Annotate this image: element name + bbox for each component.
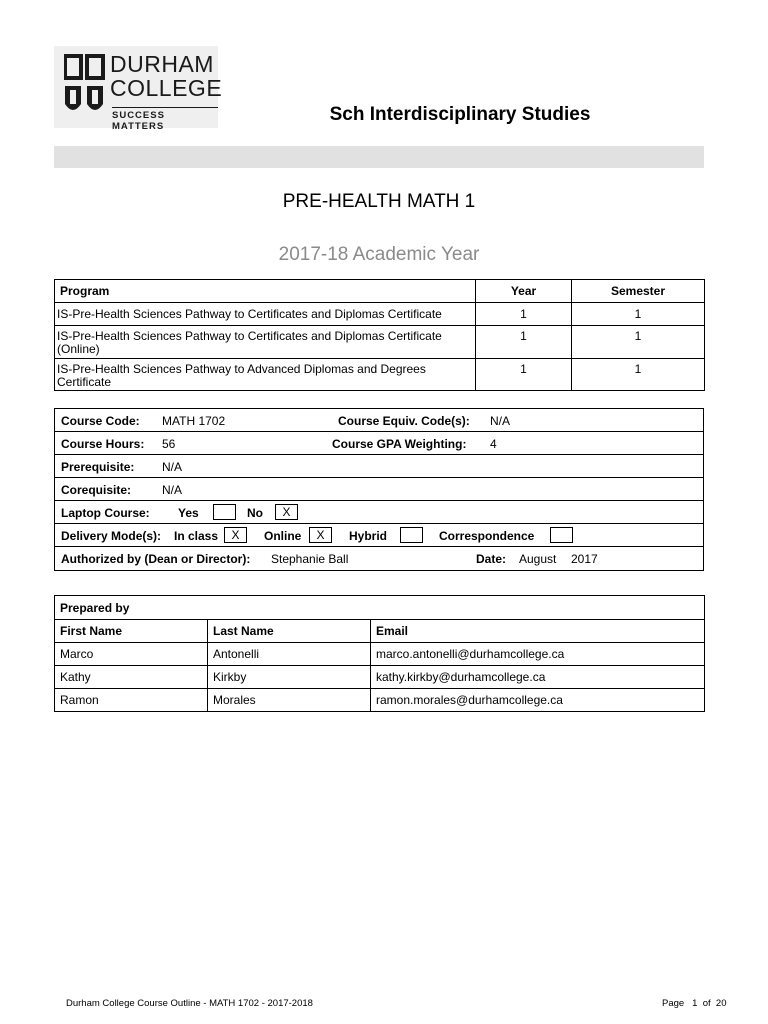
inclass-label: In class [174, 529, 219, 543]
laptop-no-checkbox[interactable]: X [275, 504, 298, 520]
course-code-label: Course Code: [61, 414, 140, 428]
table-row [55, 359, 705, 391]
laptop-course-label: Laptop Course: [61, 506, 150, 520]
first-name-cell: Marco [55, 643, 208, 666]
date-year: 2017 [571, 552, 598, 566]
date-label: Date: [476, 552, 507, 566]
semester-cell: 1 [572, 326, 705, 359]
school-name: Sch Interdisciplinary Studies [329, 104, 591, 125]
correspondence-checkbox[interactable] [550, 527, 573, 543]
durham-college-logo [54, 46, 223, 132]
program-cell: IS-Pre-Health Sciences Pathway to Advanced Diplomas and Degrees Certificate [55, 359, 476, 391]
laptop-yes-label: Yes [178, 506, 199, 520]
page-total: 20 [715, 998, 727, 1009]
footer-page-number [662, 998, 726, 1009]
first-name-cell: Ramon [55, 689, 208, 712]
program-cell: IS-Pre-Health Sciences Pathway to Certificates and Diplomas Certificate (Online) [55, 326, 476, 359]
delivery-mode-label: Delivery Mode(s): [61, 529, 162, 543]
laptop-course-row [55, 501, 703, 524]
hybrid-checkbox[interactable] [400, 527, 423, 543]
column-header-semester: Semester [572, 280, 705, 303]
program-table-header [55, 280, 705, 303]
year-cell: 1 [476, 303, 572, 326]
program-table [54, 279, 705, 391]
logo-line2: COLLEGE [110, 75, 223, 101]
academic-year: 2017-18 Academic Year [278, 244, 480, 265]
authorized-value: Stephanie Ball [271, 552, 349, 566]
page-current: 1 [692, 998, 698, 1009]
durham-college-crest-icon [64, 54, 106, 118]
course-info-table [54, 408, 704, 571]
table-row [55, 666, 705, 689]
table-row [55, 326, 705, 359]
column-header-program: Program [55, 280, 476, 303]
authorized-label: Authorized by (Dean or Director): [61, 552, 251, 566]
inclass-checkbox[interactable]: X [224, 527, 247, 543]
footer-course-outline: Durham College Course Outline - MATH 1702 - 2017-2018 [66, 998, 313, 1009]
logo-tagline: SUCCESS MATTERS [112, 107, 218, 132]
corequisite-row [55, 478, 703, 501]
table-row [55, 303, 705, 326]
email-cell: kathy.kirkby@durhamcollege.ca [371, 666, 705, 689]
laptop-no-label: No [247, 506, 263, 520]
last-name-cell: Kirkby [208, 666, 371, 689]
column-header-first-name: First Name [55, 620, 208, 643]
semester-cell: 1 [572, 303, 705, 326]
delivery-mode-row [55, 524, 703, 547]
gpa-weighting-value: 4 [490, 437, 497, 451]
corequisite-value: N/A [162, 483, 183, 497]
corequisite-label: Corequisite: [61, 483, 132, 497]
laptop-yes-checkbox[interactable] [213, 504, 236, 520]
column-header-last-name: Last Name [208, 620, 371, 643]
course-code-row [55, 409, 703, 432]
gpa-weighting-label: Course GPA Weighting: [332, 437, 467, 451]
page-of-label: of [702, 998, 711, 1009]
hybrid-label: Hybrid [349, 529, 388, 543]
email-cell: marco.antonelli@durhamcollege.ca [371, 643, 705, 666]
online-label: Online [264, 529, 302, 543]
course-equiv-value: N/A [490, 414, 511, 428]
course-hours-value: 56 [162, 437, 176, 451]
prepared-by-header [55, 620, 705, 643]
course-code-value: MATH 1702 [162, 414, 226, 428]
online-checkbox[interactable]: X [309, 527, 332, 543]
last-name-cell: Antonelli [208, 643, 371, 666]
prepared-by-title-row [55, 596, 705, 620]
course-hours-row [55, 432, 703, 455]
first-name-cell: Kathy [55, 666, 208, 689]
logo-line1: DURHAM [110, 51, 214, 77]
prerequisite-value: N/A [162, 460, 183, 474]
prerequisite-label: Prerequisite: [61, 460, 135, 474]
email-cell: ramon.morales@durhamcollege.ca [371, 689, 705, 712]
course-equiv-label: Course Equiv. Code(s): [338, 414, 470, 428]
date-month: August [519, 552, 557, 566]
page-label: Page [662, 998, 685, 1009]
column-header-email: Email [371, 620, 705, 643]
prerequisite-row [55, 455, 703, 478]
prepared-by-table [54, 595, 705, 712]
column-header-year: Year [476, 280, 572, 303]
prepared-by-title: Prepared by [55, 596, 705, 620]
header-divider-bar [54, 146, 704, 168]
table-row [55, 643, 705, 666]
semester-cell: 1 [572, 359, 705, 391]
year-cell: 1 [476, 359, 572, 391]
course-title: PRE-HEALTH MATH 1 [282, 191, 476, 212]
course-hours-label: Course Hours: [61, 437, 145, 451]
table-row [55, 689, 705, 712]
authorized-row [55, 547, 703, 570]
correspondence-label: Correspondence [439, 529, 535, 543]
year-cell: 1 [476, 326, 572, 359]
program-cell: IS-Pre-Health Sciences Pathway to Certificates and Diplomas Certificate [55, 303, 476, 326]
last-name-cell: Morales [208, 689, 371, 712]
